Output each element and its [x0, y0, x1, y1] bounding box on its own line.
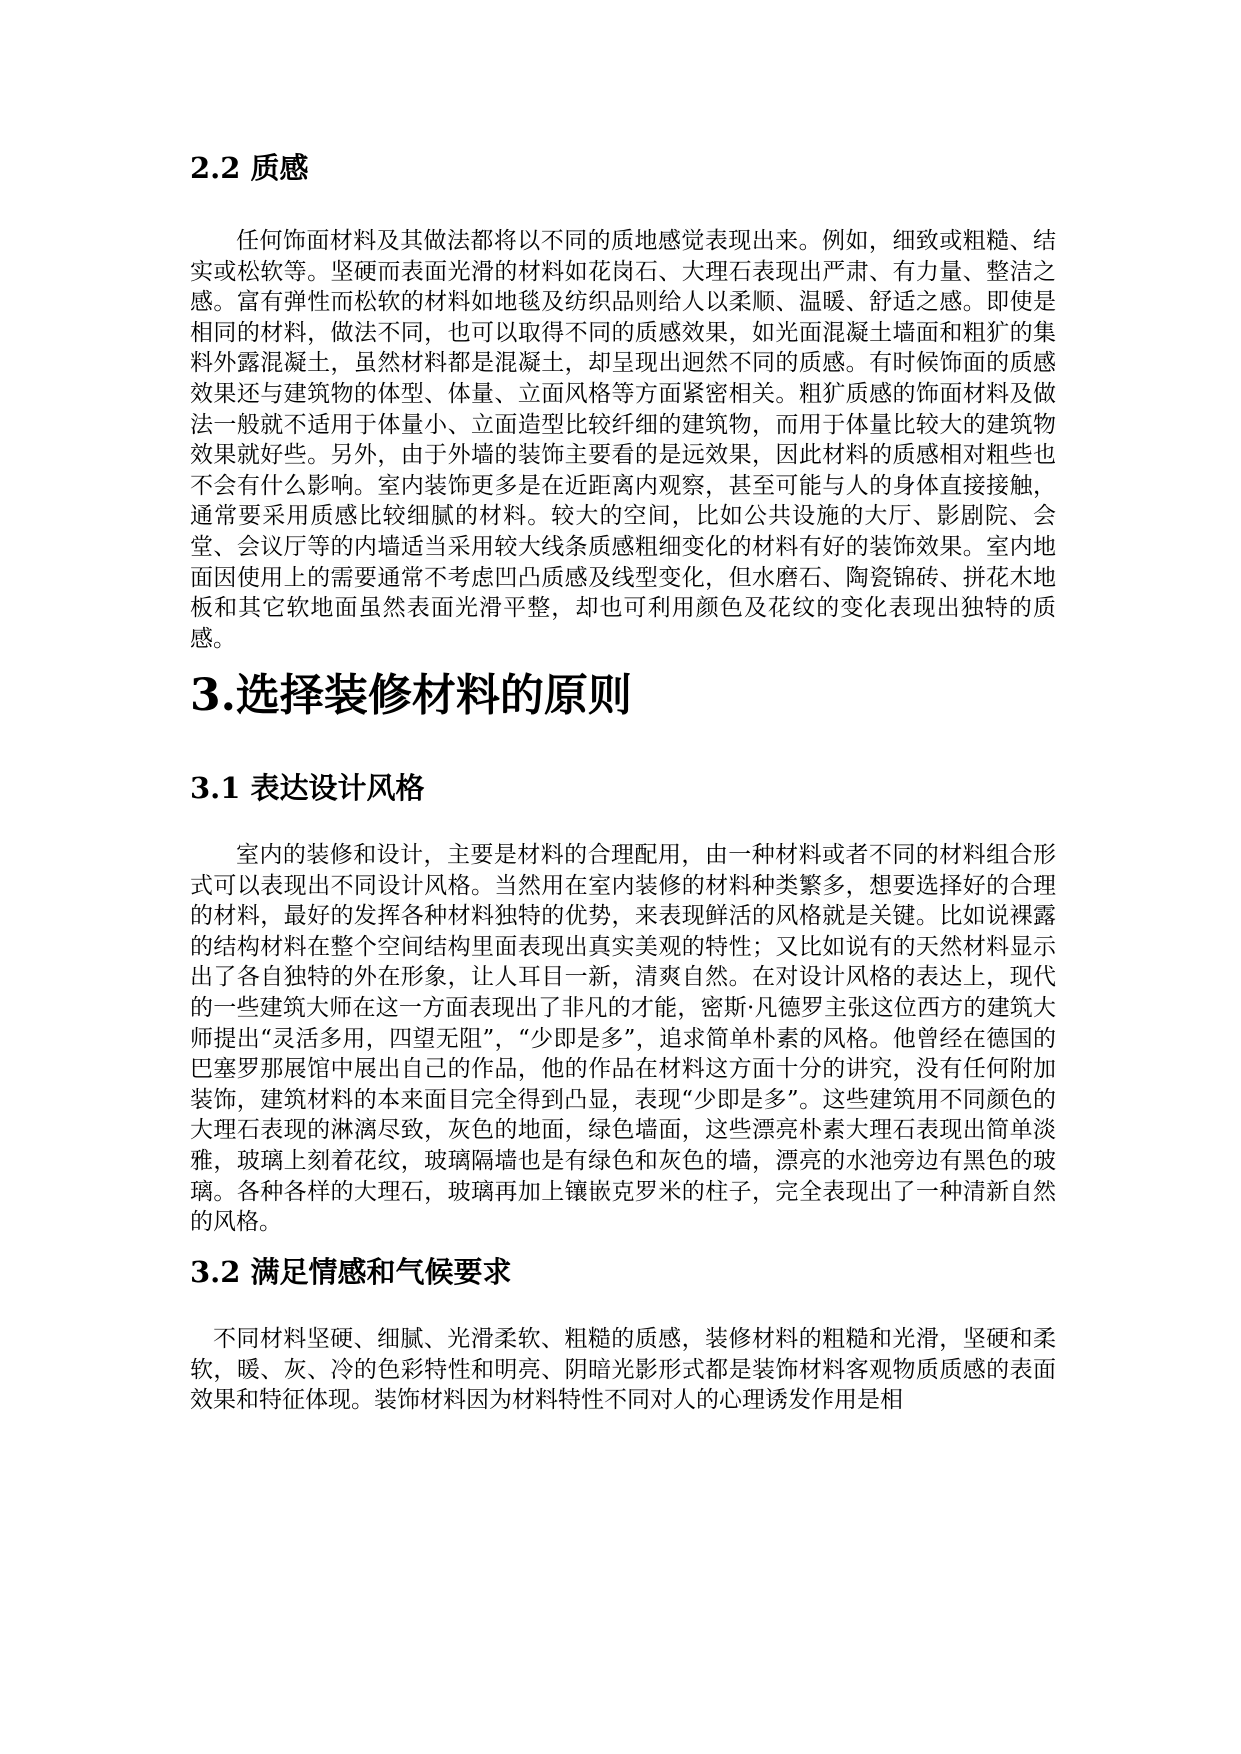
section-heading-2-2: 2.2 质感 [190, 151, 309, 185]
section-3-2-paragraph: 不同材料坚硬、细腻、光滑柔软、粗糙的质感，装修材料的粗糙和光滑，坚硬和柔软，暖、灰、冷的色彩特性和明亮、阴暗光影形式都是装饰材料客观物质质感的表面效果和特征体现。装饰材料因为材料特性不同对人的心理诱发作用是相 [190, 1326, 1056, 1414]
section-heading-3-2: 3.2 满足情感和气候要求 [190, 1255, 512, 1289]
section-3-1-paragraph: 室内的装修和设计，主要是材料的合理配用，由一种材料或者不同的材料组合形式可以表现出不同设计风格。当然用在室内装修的材料种类繁多，想要选择好的合理的材料，最好的发挥各种材料独特的优势，来表现鲜活的风格就是关键。比如说裸露的结构材料在整个空间结构里面表现出真实美观的特性；又比如说有的天然材料显示出了各自独特的外在形象，让人耳目一新，清爽自然。在对设计风格的表达上，现代的一些建筑大师在这一方面表现出了非凡的才能，密斯·凡德罗主张这位西方的建筑大师提出“灵活多用，四望无阻”，“少即是多”，追求简单朴素的风格。他曾经在德国的巴塞罗那展馆中展出自己的作品，他的作品在材料这方面十分的讲究，没有任何附加装饰，建筑材料的本来面目完全得到凸显，表现“少即是多”。这些建筑用不同颜色的大理石表现的淋漓尽致，灰色的地面，绿色墙面，这些漂亮朴素大理石表现出简单淡雅，玻璃上刻着花纹，玻璃隔墙也是有绿色和灰色的墙，漂亮的水池旁边有黑色的玻璃。各种各样的大理石，玻璃再加上镶嵌克罗米的柱子，完全表现出了一种清新自然的风格。 [190, 842, 1056, 1236]
section-2-2-paragraph: 任何饰面材料及其做法都将以不同的质地感觉表现出来。例如，细致或粗糙、结实或松软等。坚硬而表面光滑的材料如花岗石、大理石表现出严肃、有力量、整洁之感。富有弹性而松软的材料如地毯及纺织品则给人以柔顺、温暖、舒适之感。即使是相同的材料，做法不同，也可以取得不同的质感效果，如光面混凝土墙面和粗犷的集料外露混凝土，虽然材料都是混凝土，却呈现出迥然不同的质感。有时候饰面的质感效果还与建筑物的体型、体量、立面风格等方面紧密相关。粗犷质感的饰面材料及做法一般就不适用于体量小、立面造型比较纤细的建筑物，而用于体量比较大的建筑物效果就好些。另外，由于外墙的装饰主要看的是远效果，因此材料的质感相对粗些也不会有什么影响。室内装饰更多是在近距离内观察，甚至可能与人的身体直接接触，通常要采用质感比较细腻的材料。较大的空间，比如公共设施的大厅、影剧院、会堂、会议厅等的内墙适当采用较大线条质感粗细变化的材料有好的装饰效果。室内地面因使用上的需要通常不考虑凹凸质感及线型变化，但水磨石、陶瓷锦砖、拼花木地板和其它软地面虽然表面光滑平整，却也可利用颜色及花纹的变化表现出独特的质感。 [190, 228, 1056, 652]
section-heading-3-1: 3.1 表达设计风格 [190, 771, 425, 805]
chapter-heading-3: 3.选择装修材料的原则 [190, 670, 632, 721]
